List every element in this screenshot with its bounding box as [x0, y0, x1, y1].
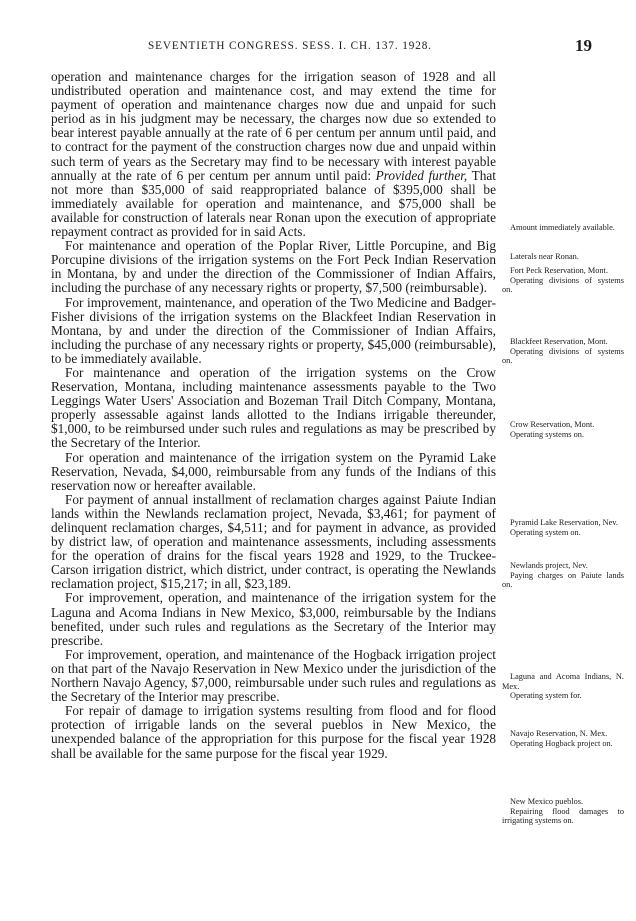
paragraph-newlands: For payment of annual installment of reclamation charges against Paiute Indian lands within the Newlands reclamation project, Nevada, $3,461; for payment of delinquent reclamation charges, $4,511; and for payment in advance, as provided by district law, of operation and maintenance assessments, including assessments for the operation of drains for the fiscal years 1928 and 1929, to the Truckee-Carson irrigation district, which district, under contract, is operating the Newlands reclamation project, $15,217; in all, $23,189. [51, 491, 496, 592]
margin-note-navajo [502, 729, 624, 748]
margin-note-line: Laterals near Ronan. [510, 252, 579, 261]
margin-note-line: New Mexico pueblos. [510, 797, 584, 806]
running-head: SEVENTIETH CONGRESS. SESS. I. CH. 137. 1928. [148, 40, 432, 52]
margin-note-line: Amount immediately available. [510, 223, 615, 232]
margin-note-amount-available [502, 223, 624, 233]
margin-note-line: Laguna and Acoma Indians, N. Mex. [502, 672, 624, 691]
margin-note-laguna-acoma [502, 672, 624, 701]
margin-note-line: Navajo Reservation, N. Mex. [510, 729, 608, 738]
page-number: 19 [575, 36, 592, 55]
margin-note-line: Operating divisions of systems on. [502, 275, 624, 295]
margin-note-line: Pyramid Lake Reservation, Nev. [510, 518, 618, 527]
margin-note-line: Operating divisions of systems on. [502, 346, 624, 366]
margin-note-line: Newlands project, Nev. [510, 561, 588, 570]
margin-note-pyramid-lake [502, 518, 624, 537]
page-header [0, 38, 636, 58]
paragraph-rest: That not more than $35,000 of said reappropriated balance of $395,000 shall be immediately available for operation and maintenance, and $75,000 shall be available for construction of laterals near Ronan upon the execution of appropriate repayment contract as provided for in said Acts. [51, 167, 496, 240]
paragraph-lead: operation and maintenance charges for the irrigation season of 1928 and all undistributed operation and maintenance cost, and may extend the time for payment of operation and maintenance charges now due and unpaid for such period as in his judgment may be necessary, the charges now due so extended to bear interest payable annually at the rate of 6 per centum per annum until paid, and to contract for the payment of the construction charges now due and unpaid within such term of years as the Secretary may find to be necessary with interest payable annually at the rate of 6 per centum per annum until paid: [51, 69, 496, 183]
statute-text [51, 70, 496, 761]
margin-note-line: Repairing flood damages to irrigating systems on. [502, 806, 624, 826]
margin-note-laterals [502, 252, 624, 262]
margin-note-line: Blackfeet Reservation, Mont. [510, 337, 608, 346]
paragraph-blackfeet: For improvement, maintenance, and operation of the Two Medicine and Badger-Fisher divisions of the irrigation systems on the Blackfeet Indian Reservation in Montana, by and under the direction of the Commissioner of Indian Affairs, including the purchase of any necessary rights or property, $45,000 (reimbursable), to be immediately available. [51, 294, 496, 366]
paragraph-laguna-acoma: For improvement, operation, and maintenance of the irrigation system for the Laguna and Acoma Indians in New Mexico, $3,000, reimbursable by the Indians benefited, under such rules and regulations as the Secretary of the Interior may prescribe. [51, 590, 496, 648]
margin-note-crow [502, 420, 624, 439]
margin-note-blackfeet [502, 337, 624, 366]
margin-note-line: Paying charges on Paiute lands on. [502, 570, 624, 590]
paragraph-new-mexico-pueblos: For repair of damage to irrigation systems resulting from flood and for flood protection of irrigable lands on the several pueblos in New Mexico, the unexpended balance of the appropriation for this purpose for the fiscal year 1928 shall be available for the same purpose for the fiscal year 1929. [51, 703, 496, 761]
proviso-phrase: Provided further, [375, 167, 468, 183]
margin-note-line: Fort Peck Reservation, Mont. [510, 266, 608, 275]
margin-note-line: Operating systems on. [510, 429, 584, 439]
paragraph-fort-peck: For maintenance and operation of the Poplar River, Little Porcupine, and Big Porcupine divisions of the irrigation systems on the Fort Peck Indian Reservation in Montana, by and under the direction of the Commissioner of Indian Affairs, including the purchase of any necessary rights or property, $7,500 (reimbursable). [51, 238, 496, 296]
paragraph-crow: For maintenance and operation of the irrigation systems on the Crow Reservation, Montana, including maintenance assessments payable to the Two Leggings Water Users' Association and Bozeman Trail Ditch Company, Montana, properly assessable against lands allotted to the Indians irrigable thereunder, $1,000, to be reimbursed under such rules and regulations as may be prescribed by the Secretary of the Interior. [51, 364, 496, 451]
margin-note-newlands [502, 561, 624, 590]
paragraph-navajo: For improvement, operation, and maintenance of the Hogback irrigation project on that part of the Navajo Reservation in New Mexico under the jurisdiction of the Northern Navajo Agency, $7,000, reimbursable under such rules and regulations as the Secretary of the Interior may prescribe. [51, 646, 496, 705]
margin-note-fort-peck [502, 266, 624, 295]
margin-note-line: Operating system on. [510, 527, 581, 537]
paragraph-pyramid-lake: For operation and maintenance of the irrigation system on the Pyramid Lake Reservation, Nevada, $4,000, reimbursable from any funds of the Indians of this reservation now or hereafter available. [51, 449, 496, 493]
margin-note-line: Operating system for. [510, 691, 582, 701]
margin-note-new-mexico-pueblos [502, 797, 624, 826]
margin-note-line: Crow Reservation, Mont. [510, 420, 595, 429]
margin-note-line: Operating Hogback project on. [510, 738, 613, 748]
paragraph-continued [51, 70, 496, 239]
